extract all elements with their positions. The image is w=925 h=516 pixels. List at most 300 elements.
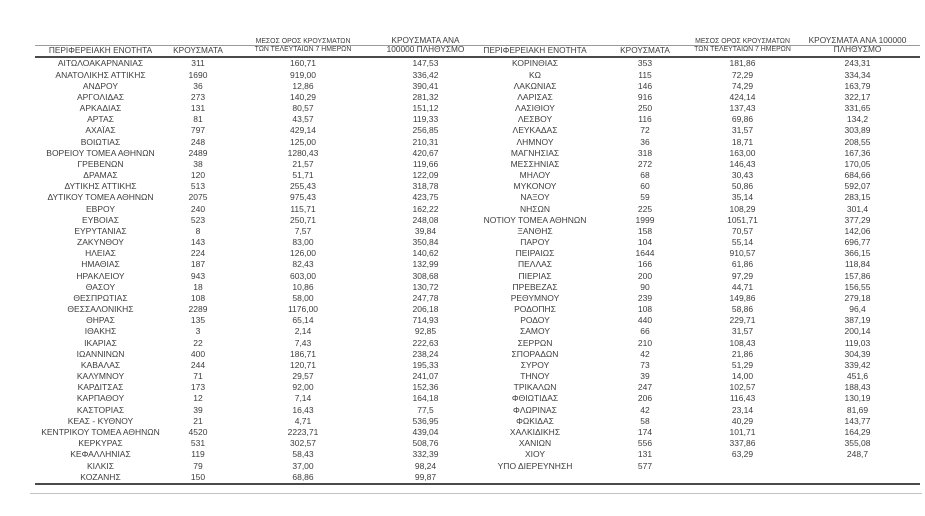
avg7days-cell: 14,00 [731, 371, 754, 382]
table-row [460, 80, 910, 91]
cases-cell: 206 [637, 393, 653, 404]
region-name-cell: ΗΡΑΚΛΕΙΟΥ [76, 270, 125, 281]
per100k-cell: 592,07 [844, 181, 871, 192]
avg7days-cell: 65,14 [292, 315, 314, 326]
region-name-cell: ΙΘΑΚΗΣ [84, 326, 117, 337]
region-name-cell: ΑΝΔΡΟΥ [82, 80, 119, 91]
avg7days-cell: 101,71 [729, 427, 756, 437]
region-name-cell: ΜΕΣΣΗΝΙΑΣ [510, 158, 560, 169]
region-name-cell: ΡΟΔΟΠΗΣ [514, 304, 556, 315]
avg7days-cell: 102,57 [729, 382, 756, 393]
cases-cell: 248 [190, 136, 206, 147]
cases-cell: 3 [195, 326, 201, 337]
cases-cell: 115 [638, 69, 652, 80]
avg7days-cell: 12,86 [292, 80, 314, 91]
column-header-avg7days: ΜΕΣΟΣ ΟΡΟΣ ΚΡΟΥΣΜΑΤΩΝ ΤΩΝ ΤΕΛΕΥΤΑΙΩΝ 7 ΗΜΕΡΩΝ [694, 37, 791, 54]
region-name-cell: ΤΡΙΚΑΛΩΝ [513, 382, 557, 393]
table-row [33, 326, 473, 337]
avg7days-cell: 7,43 [294, 337, 312, 348]
avg7days-cell: 21,86 [731, 348, 754, 359]
region-name-cell: ΙΚΑΡΙΑΣ [84, 337, 117, 348]
table-row [33, 348, 473, 359]
per100k-cell: 130,19 [844, 393, 871, 404]
cases-cell: 36 [193, 80, 203, 91]
per100k-cell: 134,2 [846, 114, 869, 125]
cases-cell: 797 [190, 125, 206, 136]
avg7days-cell: 16,43 [292, 404, 314, 415]
per100k-cell: 322,17 [844, 91, 871, 102]
region-name-cell: ΒΟΙΩΤΙΑΣ [80, 136, 121, 147]
regional-table-right [460, 20, 910, 471]
cases-cell: 72 [640, 125, 650, 136]
region-name-cell: ΧΑΝΙΩΝ [518, 438, 552, 449]
avg7days-cell: 424,14 [729, 91, 756, 102]
per100k-cell: 119,03 [844, 337, 871, 348]
table-row [33, 125, 473, 136]
region-name-cell: ΚΕΦΑΛΛΗΝΙΑΣ [70, 449, 131, 460]
cases-cell: 239 [637, 292, 653, 303]
cases-cell: 39 [193, 404, 203, 415]
avg7days-cell: 43,57 [292, 114, 314, 125]
cases-cell: 18 [193, 281, 203, 292]
table-row [460, 382, 910, 393]
per100k-cell: 696,77 [844, 237, 871, 248]
table-row [33, 393, 473, 404]
per100k-cell: 355,08 [844, 438, 871, 449]
per100k-cell: 210,31 [412, 136, 439, 147]
per100k-cell: 156,55 [844, 281, 871, 292]
table-row [33, 170, 473, 181]
table-row [460, 393, 910, 404]
per100k-cell: 99,87 [414, 471, 437, 482]
table-row [33, 214, 473, 225]
region-name-cell: ΠΡΕΒΕΖΑΣ [512, 281, 558, 292]
avg7days-cell: 29,57 [292, 371, 314, 382]
avg7days-cell: 83,00 [292, 237, 314, 248]
cases-cell: 8 [195, 225, 201, 236]
cases-cell: 59 [640, 192, 650, 203]
cases-cell: 250 [637, 103, 653, 114]
per100k-cell: 238,24 [412, 348, 439, 359]
avg7days-cell: 74,29 [731, 80, 754, 91]
cases-cell: 71 [193, 371, 203, 382]
cases-cell: 247 [637, 382, 653, 393]
avg7days-cell: 70,57 [731, 225, 754, 236]
region-name-cell: ΣΠΟΡΑΔΩΝ [511, 348, 559, 359]
region-name-cell: ΧΑΛΚΙΔΙΚΗΣ [509, 427, 561, 437]
region-name-cell: ΜΥΚΟΝΟΥ [513, 181, 557, 192]
table-row [33, 315, 473, 326]
region-name-cell: ΝΗΣΩΝ [519, 203, 551, 214]
cases-cell: 2289 [188, 304, 208, 315]
region-name-cell: ΛΕΥΚΑΔΑΣ [512, 125, 558, 136]
per100k-cell: 318,78 [412, 181, 439, 192]
avg7days-cell: 181,86 [729, 58, 756, 69]
region-name-cell: ΝΟΤΙΟΥ ΤΟΜΕΑ ΑΘΗΝΩΝ [483, 214, 587, 225]
cases-cell: 104 [637, 237, 653, 248]
per100k-cell: 423,75 [412, 192, 439, 203]
per100k-cell: 132,99 [412, 259, 439, 270]
cases-cell: 108 [190, 292, 206, 303]
per100k-cell [805, 460, 910, 471]
bottom-rule [35, 483, 920, 485]
avg7days-cell: 603,00 [290, 270, 316, 281]
cases-cell: 1644 [635, 248, 655, 259]
cases-cell: 143 [190, 237, 206, 248]
region-name-cell: ΑΡΚΑΔΙΑΣ [79, 103, 122, 114]
avg7days-cell: 337,86 [729, 438, 756, 449]
avg7days-cell: 44,71 [731, 281, 754, 292]
per100k-cell: 390,41 [412, 80, 439, 91]
table-row [460, 360, 910, 371]
region-name-cell: ΞΑΝΘΗΣ [517, 225, 553, 236]
avg7days-cell: 2223,71 [287, 427, 319, 437]
cases-cell: 224 [190, 248, 206, 259]
avg7days-cell: 4,71 [294, 415, 312, 426]
per100k-cell: 303,89 [844, 125, 871, 136]
table-row [33, 92, 473, 103]
avg7days-cell: 1051,71 [727, 214, 758, 225]
table-row [33, 270, 473, 281]
table-row [460, 438, 910, 449]
table-row [33, 471, 473, 482]
avg7days-cell: 108,43 [729, 337, 756, 348]
table-row [460, 326, 910, 337]
cases-cell: 272 [637, 158, 653, 169]
cases-cell: 311 [191, 58, 205, 69]
per100k-cell: 241,07 [412, 371, 439, 382]
avg7days-cell: 68,86 [292, 471, 314, 482]
table-row [460, 58, 910, 69]
avg7days-cell: 58,00 [292, 292, 314, 303]
region-name-cell: ΕΥΡΥΤΑΝΙΑΣ [74, 225, 127, 236]
per100k-cell: 332,39 [412, 449, 439, 460]
per100k-cell: 248,7 [846, 449, 869, 460]
region-name-cell: ΑΧΑΪΑΣ [85, 125, 116, 136]
avg7days-cell: 255,43 [290, 181, 316, 192]
region-name-cell: ΚΩ [528, 69, 542, 80]
table-row [33, 58, 473, 69]
per100k-cell: 420,67 [412, 147, 439, 158]
avg7days-cell: 72,29 [731, 69, 754, 80]
table-body-right [460, 58, 910, 471]
table-row [460, 248, 910, 259]
region-name-cell: ΝΑΞΟΥ [520, 192, 550, 203]
table-row [460, 404, 910, 415]
table-row [33, 237, 473, 248]
per100k-cell: 119,66 [412, 158, 439, 169]
column-header-cases: ΚΡΟΥΣΜΑΤΑ [173, 45, 223, 55]
avg7days-cell: 302,57 [290, 438, 316, 449]
cases-cell: 943 [190, 270, 206, 281]
region-name-cell: ΦΘΙΩΤΙΔΑΣ [511, 393, 559, 404]
table-row [460, 427, 910, 438]
per100k-cell: 130,72 [412, 281, 439, 292]
cases-cell: 158 [637, 225, 653, 236]
table-row [460, 181, 910, 192]
per100k-cell: 339,42 [844, 359, 871, 370]
avg7days-cell: 61,86 [731, 259, 754, 270]
region-name-cell: ΚΕΡΚΥΡΑΣ [78, 438, 123, 449]
per100k-cell: 119,33 [412, 114, 439, 125]
avg7days-cell: 51,29 [731, 359, 754, 370]
region-name-cell: ΚΕΑΣ - ΚΥΘΝΟΥ [67, 415, 134, 426]
per100k-cell: 283,15 [844, 192, 871, 203]
region-name-cell: ΛΕΣΒΟΥ [517, 114, 553, 125]
table-row [460, 293, 910, 304]
per100k-cell: 122,09 [412, 170, 439, 181]
cases-cell: 577 [637, 460, 653, 471]
avg7days-cell: 35,14 [731, 192, 754, 203]
cases-cell: 116 [638, 114, 652, 125]
cases-cell: 1690 [188, 69, 208, 80]
avg7days-cell: 10,86 [292, 281, 314, 292]
cases-cell: 400 [190, 348, 206, 359]
cases-cell: 523 [190, 214, 206, 225]
table-row [460, 270, 910, 281]
per100k-cell: 248,08 [412, 214, 439, 225]
table-row [33, 203, 473, 214]
per100k-cell: 439,04 [412, 427, 439, 437]
region-name-cell: ΚΑΡΔΙΤΣΑΣ [77, 382, 124, 393]
cases-cell: 108 [637, 304, 653, 315]
per100k-cell: 39,84 [414, 225, 437, 236]
per100k-cell: 164,29 [844, 427, 871, 437]
avg7days-cell: 229,71 [729, 315, 756, 326]
region-name-cell: ΚΑΣΤΟΡΙΑΣ [76, 404, 125, 415]
table-row [33, 371, 473, 382]
cases-cell: 916 [637, 91, 653, 102]
avg7days-cell: 146,43 [729, 158, 756, 169]
regional-table-left [33, 20, 473, 483]
region-name-cell: ΣΑΜΟΥ [519, 326, 550, 337]
cases-cell: 513 [190, 181, 206, 192]
table-row [460, 159, 910, 170]
avg7days-cell: 137,43 [729, 103, 756, 114]
cases-cell: 273 [190, 91, 206, 102]
cases-cell: 119 [191, 449, 205, 460]
region-name-cell: ΠΕΙΡΑΙΩΣ [515, 248, 555, 259]
avg7days-cell: 37,00 [292, 460, 314, 471]
region-name-cell: ΚΟΡΙΝΘΙΑΣ [511, 58, 559, 69]
table-row [460, 103, 910, 114]
table-row [460, 92, 910, 103]
column-header-region: ΠΕΡΙΦΕΡΕΙΑΚΗ ΕΝΟΤΗΤΑ [48, 45, 153, 55]
region-name-cell: ΒΟΡΕΙΟΥ ΤΟΜΕΑ ΑΘΗΝΩΝ [46, 147, 155, 158]
cases-cell: 42 [640, 404, 650, 415]
avg7days-cell: 160,71 [290, 58, 316, 69]
cases-cell: 68 [640, 170, 650, 181]
region-name-cell: ΕΥΒΟΙΑΣ [82, 214, 119, 225]
table-row [33, 192, 473, 203]
avg7days-cell: 30,43 [731, 170, 754, 181]
bottom-light-rule [30, 493, 922, 494]
avg7days-cell: 120,71 [290, 359, 316, 370]
cases-cell: 131 [190, 103, 206, 114]
region-name-cell: ΑΡΓΟΛΙΔΑΣ [76, 91, 125, 102]
region-name-cell: ΚΑΡΠΑΘΟΥ [76, 393, 125, 404]
region-name-cell: ΘΕΣΠΡΩΤΙΑΣ [73, 292, 128, 303]
region-name-cell: ΑΝΑΤΟΛΙΚΗΣ ΑΤΤΙΚΗΣ [55, 69, 146, 80]
cases-cell: 131 [637, 449, 653, 460]
table-row [33, 226, 473, 237]
column-header-cases: ΚΡΟΥΣΜΑΤΑ [620, 45, 670, 55]
per100k-cell: 98,24 [414, 460, 437, 471]
table-row [33, 360, 473, 371]
cases-cell: 36 [640, 136, 650, 147]
region-name-cell: ΦΛΩΡΙΝΑΣ [513, 404, 557, 415]
per100k-cell: 304,39 [844, 348, 871, 359]
region-name-cell: ΚΟΖΑΝΗΣ [80, 471, 121, 482]
region-name-cell: ΥΠΟ ΔΙΕΡΕΥΝΗΣΗ [497, 460, 573, 471]
avg7days-cell: 55,14 [731, 237, 754, 248]
column-header-avg7days: ΜΕΣΟΣ ΟΡΟΣ ΚΡΟΥΣΜΑΤΩΝ ΤΩΝ ΤΕΛΕΥΤΑΙΩΝ 7 ΗΜΕΡΩΝ [254, 37, 352, 54]
per100k-cell: 377,29 [844, 214, 871, 225]
per100k-cell: 142,06 [844, 225, 871, 236]
per100k-cell: 222,63 [412, 337, 439, 348]
per100k-cell: 508,76 [412, 438, 439, 449]
per100k-cell: 162,22 [412, 203, 439, 214]
cases-cell: 1999 [635, 214, 655, 225]
table-row [33, 248, 473, 259]
column-header-per100k: ΚΡΟΥΣΜΑΤΑ ΑΝΑ 100000 ΠΛΗΘΥΣΜΟ [808, 34, 907, 55]
per100k-cell: 163,79 [844, 80, 871, 91]
region-name-cell: ΘΗΡΑΣ [86, 315, 115, 326]
per100k-cell: 301,4 [846, 203, 869, 214]
per100k-cell: 336,42 [412, 69, 439, 80]
cases-cell: 353 [637, 58, 653, 69]
region-name-cell: ΚΑΒΑΛΑΣ [80, 359, 121, 370]
avg7days-cell: 69,86 [731, 114, 754, 125]
cases-cell: 4520 [188, 427, 208, 437]
table-row [460, 281, 910, 292]
table-row [460, 125, 910, 136]
region-name-cell: ΠΙΕΡΙΑΣ [518, 270, 552, 281]
avg7days-cell: 40,29 [731, 415, 754, 426]
region-name-cell: ΗΜΑΘΙΑΣ [81, 259, 120, 270]
region-name-cell: ΚΕΝΤΡΙΚΟΥ ΤΟΜΕΑ ΑΘΗΝΩΝ [41, 427, 160, 437]
cases-cell: 90 [640, 281, 650, 292]
table-row [33, 181, 473, 192]
cases-cell: 174 [637, 427, 653, 437]
region-name-cell: ΑΡΤΑΣ [87, 114, 114, 125]
table-body-left [33, 58, 473, 483]
table-row [33, 80, 473, 91]
avg7days-cell: 140,29 [290, 91, 316, 102]
cases-cell: 318 [637, 147, 653, 158]
avg7days-cell: 80,57 [292, 103, 314, 114]
per100k-cell: 247,78 [412, 292, 439, 303]
cases-cell: 38 [193, 158, 203, 169]
region-name-cell: ΔΡΑΜΑΣ [83, 170, 118, 181]
table-row [460, 192, 910, 203]
table-row [33, 427, 473, 438]
per100k-cell: 308,68 [412, 270, 439, 281]
avg7days-cell: 1176,00 [287, 304, 319, 315]
table-row [33, 449, 473, 460]
avg7days-cell: 429,14 [290, 125, 316, 136]
region-name-cell: ΧΙΟΥ [524, 449, 546, 460]
table-row [33, 103, 473, 114]
cases-cell: 22 [193, 337, 203, 348]
per100k-cell: 281,32 [412, 91, 439, 102]
table-row [460, 237, 910, 248]
avg7days-cell: 31,57 [731, 326, 754, 337]
table-row [33, 382, 473, 393]
avg7days-cell: 58,86 [731, 304, 754, 315]
table-row [33, 293, 473, 304]
region-name-cell: ΚΙΛΚΙΣ [87, 460, 114, 471]
per100k-cell: 164,18 [412, 393, 439, 404]
table-row [460, 147, 910, 158]
table-row [33, 460, 473, 471]
avg7days-cell: 126,00 [290, 248, 316, 259]
table-row [460, 214, 910, 225]
cases-cell: 187 [190, 259, 206, 270]
region-name-cell: ΓΡΕΒΕΝΩΝ [77, 158, 124, 169]
avg7days-cell: 250,71 [290, 214, 316, 225]
avg7days-cell: 2,14 [294, 326, 312, 337]
per100k-cell: 81,69 [846, 404, 869, 415]
cases-cell: 531 [190, 438, 206, 449]
per100k-cell: 151,12 [412, 103, 439, 114]
table-row [33, 69, 473, 80]
region-name-cell: ΔΥΤΙΚΗΣ ΑΤΤΙΚΗΣ [64, 181, 137, 192]
table-row [33, 416, 473, 427]
region-name-cell: ΤΗΝΟΥ [520, 371, 550, 382]
table-row [33, 259, 473, 270]
cases-cell: 81 [193, 114, 203, 125]
avg7days-cell: 58,43 [292, 449, 314, 460]
region-name-cell: ΦΩΚΙΔΑΣ [516, 415, 554, 426]
table-row [33, 304, 473, 315]
per100k-cell: 96,4 [849, 304, 866, 315]
avg7days-cell: 125,00 [290, 136, 316, 147]
cases-cell: 440 [637, 315, 653, 326]
per100k-cell: 350,84 [412, 237, 439, 248]
table-row [33, 114, 473, 125]
region-name-cell: ΠΑΡΟΥ [520, 237, 550, 248]
cases-cell: 73 [640, 359, 650, 370]
cases-cell: 200 [637, 270, 653, 281]
per100k-cell: 279,18 [844, 292, 871, 303]
avg7days-cell: 7,14 [294, 393, 312, 404]
region-name-cell: ΜΗΛΟΥ [519, 170, 551, 181]
table-row [33, 147, 473, 158]
table-row [460, 136, 910, 147]
per100k-cell: 206,18 [412, 304, 439, 315]
per100k-cell: 536,95 [412, 415, 439, 426]
cases-cell: 39 [640, 371, 650, 382]
cases-cell: 2075 [188, 192, 208, 203]
region-name-cell: ΡΕΘΥΜΝΟΥ [510, 292, 560, 303]
table-row [460, 226, 910, 237]
avg7days-cell: 919,00 [290, 69, 316, 80]
region-name-cell: ΣΥΡΟΥ [520, 359, 550, 370]
table-row [460, 203, 910, 214]
table-row [33, 159, 473, 170]
avg7days-cell: 115,71 [290, 203, 316, 214]
avg7days-cell: 186,71 [290, 348, 316, 359]
table-row [460, 315, 910, 326]
table-row [460, 416, 910, 427]
table-row [33, 136, 473, 147]
cases-cell: 12 [193, 393, 203, 404]
avg7days-cell: 18,71 [731, 136, 754, 147]
table-row [460, 170, 910, 181]
per100k-cell: 140,62 [412, 248, 439, 259]
region-name-cell: ΙΩΑΝΝΙΝΩΝ [76, 348, 125, 359]
